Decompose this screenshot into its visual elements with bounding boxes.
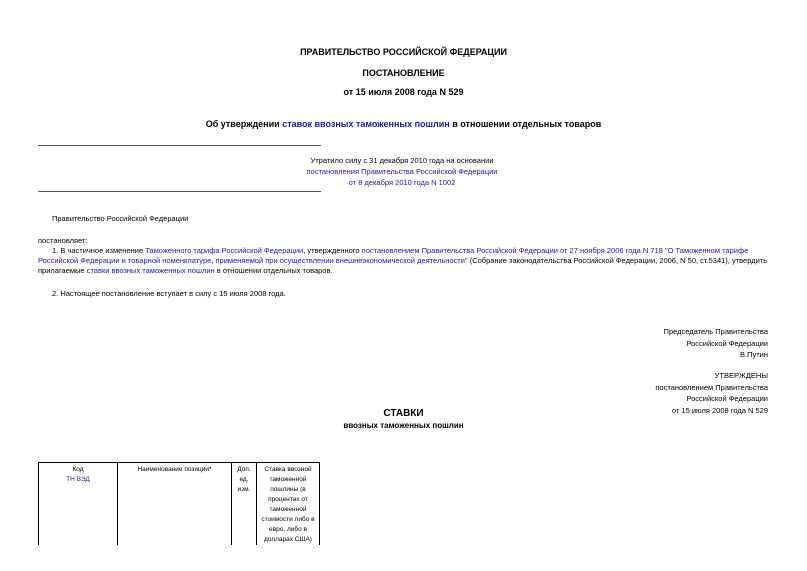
divider-bottom (38, 191, 321, 192)
header-rate-line-1: Ставка ввозной (264, 466, 312, 473)
signature-block (664, 326, 768, 361)
rates-subtitle: ввозных таможенных пошлин (343, 421, 464, 430)
document-type: ПОСТАНОВЛЕНИЕ (362, 68, 445, 78)
status-note-link-decree[interactable]: постановления Правительства Российской Федерации (306, 167, 498, 176)
signature-line-2: Российской Федерации (686, 338, 768, 348)
table-header-row (39, 463, 320, 546)
header-item-name (118, 463, 232, 546)
title-link-rates[interactable]: ставок ввозных таможенных пошлин (282, 119, 450, 129)
paragraph-item-1 (38, 246, 773, 276)
header-code (39, 463, 118, 546)
item1-text-suffix: в отношении отдельных товаров. (214, 266, 333, 275)
rates-title: СТАВКИ (383, 408, 424, 419)
divider-top (38, 145, 321, 146)
approval-line-1: УТВЕРЖДЕНЫ (714, 371, 768, 380)
item1-text-mid1: , утвержденного (303, 246, 362, 255)
document-date: от 15 июля 2008 года N 529 (343, 87, 464, 97)
header-code-label: Код (72, 466, 84, 473)
document-title (0, 119, 807, 129)
header-rate-line-7: евро, либо в (269, 526, 307, 533)
link-import-duty-rates[interactable]: ставки ввозных таможенных пошлин (86, 266, 215, 275)
link-decree-718[interactable]: постановлением Правительства Российской Федерации от 27 ноября 2006 года N 718 "О Таможенном тарифе Российской Федерации и товарной номенклатуре, применяемой при осуществлении внешнеэкономической деятельности" (38, 246, 749, 265)
header-unit-line-1: Доп. (237, 466, 251, 473)
paragraph-item-2: 2. Настоящее постановление вступает в силу с 15 июля 2008 года. (52, 289, 286, 298)
header-rate-line-6: стоимости либо в (261, 516, 315, 523)
header-rate-line-2: таможенной (269, 476, 307, 483)
rates-table (38, 462, 320, 545)
title-text-end: в отношении отдельных товаров (449, 119, 602, 129)
header-rate (257, 463, 320, 546)
approval-line-2: постановлением Правительства (655, 382, 768, 392)
government-name: ПРАВИТЕЛЬСТВО РОССИЙСКОЙ ФЕДЕРАЦИИ (300, 47, 507, 57)
header-rate-line-5: таможенной (269, 506, 307, 513)
paragraph-decrees: постановляет: (38, 236, 88, 245)
header-code-link[interactable]: ТН ВЭД (66, 476, 90, 483)
approval-line-3: Российской Федерации (686, 394, 768, 403)
signature-name: В.Путин (740, 350, 768, 359)
link-customs-tariff[interactable]: Таможенного тарифа Российской Федерации (145, 246, 304, 255)
status-note (200, 155, 604, 188)
header-unit (232, 463, 257, 546)
header-rate-line-4: процентах от (268, 496, 308, 503)
header-unit-line-2: ед. (239, 476, 249, 483)
signature-line-1: Председатель Правительства (663, 327, 768, 336)
status-note-link-date[interactable]: от 8 декабря 2010 года N 1002 (348, 178, 456, 187)
status-note-text: Утратило силу с 31 декабря 2010 года на основании (310, 156, 494, 165)
item1-text-prefix: 1. В частичное изменение (52, 246, 146, 255)
paragraph-government: Правительство Российской Федерации (52, 214, 189, 223)
approval-line-4: от 15 июля 2008 года N 529 (671, 405, 768, 415)
title-text-start: Об утверждении (205, 119, 283, 129)
header-rate-line-3: пошлины (в (270, 486, 306, 493)
header-item-name-label: Наименование позиции* (137, 466, 212, 473)
header-rate-line-8: долларах США) (264, 536, 312, 543)
header-unit-line-3: изм. (237, 486, 251, 493)
item1-text-mid2: (Собрание законодательства Российской Федерации, 2006, N 50, ст.5341), утвердить прилагаемые (38, 256, 768, 275)
